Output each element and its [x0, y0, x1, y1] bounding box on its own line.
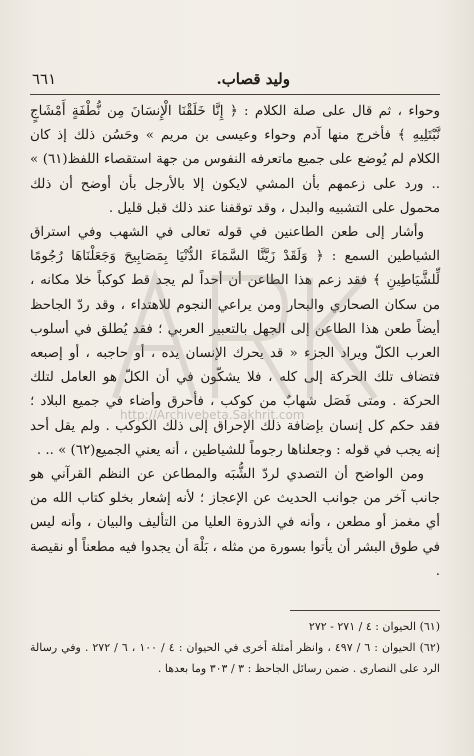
paragraph-1: وحواء ، ثم قال على صلة الكلام : ﴿ إِنَّا خَلَقْنَا الْإِنسَانَ مِن نُّطْفَةٍ أَمْشَاجٍ نَّبْتَلِيهِ ﴾ فأخرج منها آدم وحواء وعيسى بن مريم » وحَسُن ذلك إذ كان الكلام لم يُوضع على جميع ماتعرفه النفوس من جهة استقصاء اللفظ(٦١) » .. ورد على زعمهم بأن المشي لايكون إلا بالأرجل بأن أوضح أن ذلك محمول على التشبيه والبدل ، وقد توقفنا عند ذلك قبل قليل . — [30, 104, 440, 216]
footnote-61: (٦١) الحيوان : ٤ / ٢٧١ - ٢٧٢ — [308, 620, 440, 633]
footnote-divider — [290, 610, 440, 611]
paragraph-2: وأشار إلى طعن الطاعنين في قوله تعالى في الشهب وفي استراق الشياطين السمع : ﴿ وَلَقَدْ زَيَّنَّا السَّمَاءَ الدُّنْيَا بِمَصَابِيحَ وَجَعَلْنَاهَا رُجُومًا لِّلشَّيَاطِينِ ﴾ فقد زعم هذا الطاعن أن أحداً لم يجد قط كوكباً خلا مكانه ، من سكان الصحاري والبحار ومن يراعي النجوم للاهتداء ، وقد ردّ الجاحظ أيضاً طعن هذا الطاعن إلى الجهل بالتعبير العربي ؛ فقد يُطلق في أسلوب العرب الكلّ ويراد الجزء « قد يحرك الإنسان يده ، أو حاجبه ، أو إصبعه فتضاف تلك الحركة إلى كله ، فلا يشكّون في أن الكلّ هو العامل لتلك الحركة . ومتى فَصَل شهابٌ من كوكب ، فأحرق وأضاء في جميع البلاد ؛ فقد حكم كل إنسان بإضافة ذلك الإحراق إلى ذلك الكوكب . ولم يقل أحد إنه يجب في قوله : وجعلناها رجوماً للشياطين ، أنه يعني الجميع(٦٢) » .. . — [30, 225, 440, 458]
watermark-url: http://Archivebeta.Sakhrit.com — [120, 408, 305, 422]
footnotes — [30, 616, 440, 679]
running-head: .وليد قصاب — [216, 70, 290, 88]
body-text — [30, 100, 440, 584]
footnote-62: (٦٢) الحيوان : ٦ / ٤٩٧ ، وانظر أمثلة أخرى في الحيوان : ٤ / ١٠٠ ، ٦ / ٢٧٢ . وفي رسالة الرد على النصارى . ضمن رسائل الجاحظ : ٣ / ٣٠٣ وما بعدها . — [30, 641, 441, 675]
page-number: ٦٦١ — [32, 70, 57, 88]
page-header — [30, 68, 440, 95]
paragraph-3: ومن الواضح أن التصدي لردّ الشُّبَه والمطاعن عن النظم القرآني هو جانب آخر من جوانب الحديث عن الإعجاز ؛ لأنه إشعار بخلو كتاب الله من أي مغمز أو مطعن ، وأنه في الذروة العليا من التأليف والبيان ، وأنه ليس في طوق البشر أن يأتوا بسورة من مثله ، بَلْهَ أن يجدوا فيه مطعناً أو نقيصة . — [30, 467, 440, 579]
